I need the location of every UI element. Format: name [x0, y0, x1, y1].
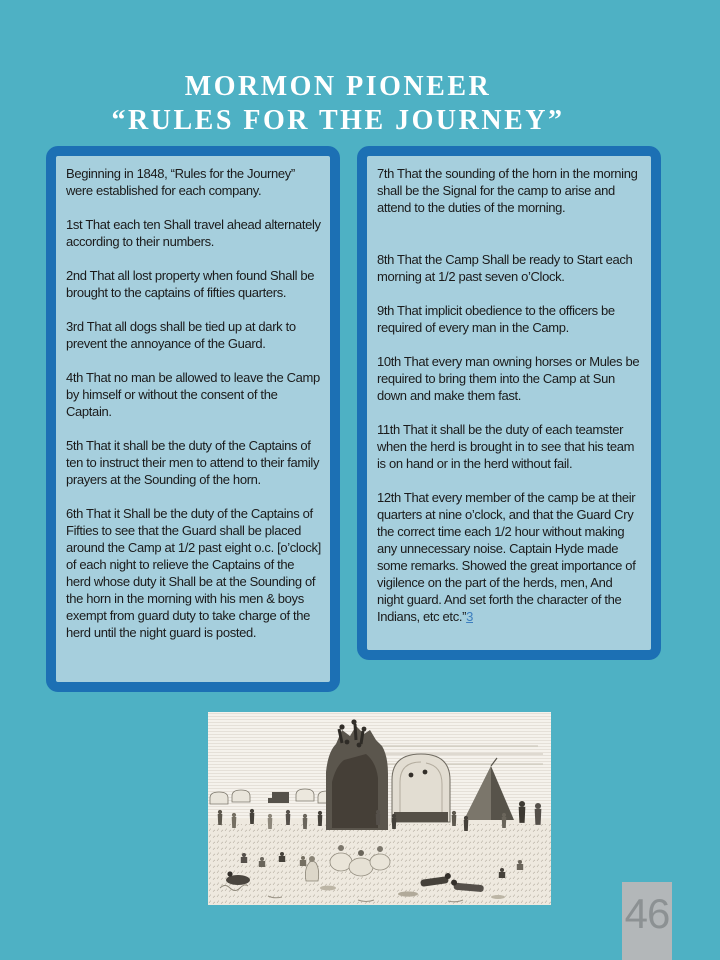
rule-6th: 6th That it Shall be the duty of the Captains of Fifties to see that the Guard shall be placed around the Camp at 1/2 past eight o.c. [o’clock] of each night to relieve the Captains of the herd whose duty it Shall be at the Sounding of the horn in the morning with his men & boys exempt from guard duty to take charge of the herd until the night guard is posted.	[66, 506, 321, 640]
rule-7th: 7th That the sounding of the horn in the morning shall be the Signal for the camp to arise and attend to the duties of the morning.	[377, 166, 638, 215]
rules-box-left	[46, 146, 340, 692]
rule-11th: 11th That it shall be the duty of each teamster when the herd is brought in to see that his team is on hand or in the herd without fail.	[377, 422, 635, 471]
slide-title-line1: MORMON PIONEER	[184, 71, 492, 102]
rules-box-right	[357, 146, 661, 660]
rule-12th-text: 12th That every member of the camp be at their quarters at nine o’clock, and that the Guard Cry the correct time each 1/2 hour without making any unnecessary noise. Captain Hyde made some remarks. Showed the great importance of vigilence on the part of the herds, men, And night guard. And set forth the character of the Indians, etc etc.”	[377, 490, 636, 624]
rule-intro: Beginning in 1848, “Rules for the Journey” were established for each company.	[66, 166, 295, 198]
rule-12th	[377, 489, 642, 625]
rule-5th: 5th That it shall be the duty of the Captains of ten to instruct their men to attend to their family prayers at the Sounding of the horn.	[66, 438, 320, 487]
pioneer-camp-engraving	[208, 712, 551, 905]
endnote-3-link[interactable]: 3	[466, 609, 473, 624]
rule-3rd: 3rd That all dogs shall be tied up at dark to prevent the annoyance of the Guard.	[66, 319, 296, 351]
slide-title	[0, 70, 676, 138]
rule-8th: 8th That the Camp Shall be ready to Start each morning at 1/2 past seven o’Clock.	[377, 252, 633, 284]
slide-title-line2: “RULES FOR THE JOURNEY”	[111, 105, 565, 136]
rule-2nd: 2nd That all lost property when found Shall be brought to the captains of fifties quarters.	[66, 268, 315, 300]
rule-9th: 9th That implicit obedience to the officers be required of every man in the Camp.	[377, 303, 615, 335]
rule-10th: 10th That every man owning horses or Mules be required to bring them into the Camp at Sun down and make them fast.	[377, 354, 640, 403]
page-number: 46	[622, 882, 672, 960]
rule-4th: 4th That no man be allowed to leave the Camp by himself or without the consent of the Captain.	[66, 370, 320, 419]
rule-1st: 1st That each ten Shall travel ahead alternately according to their numbers.	[66, 217, 321, 249]
